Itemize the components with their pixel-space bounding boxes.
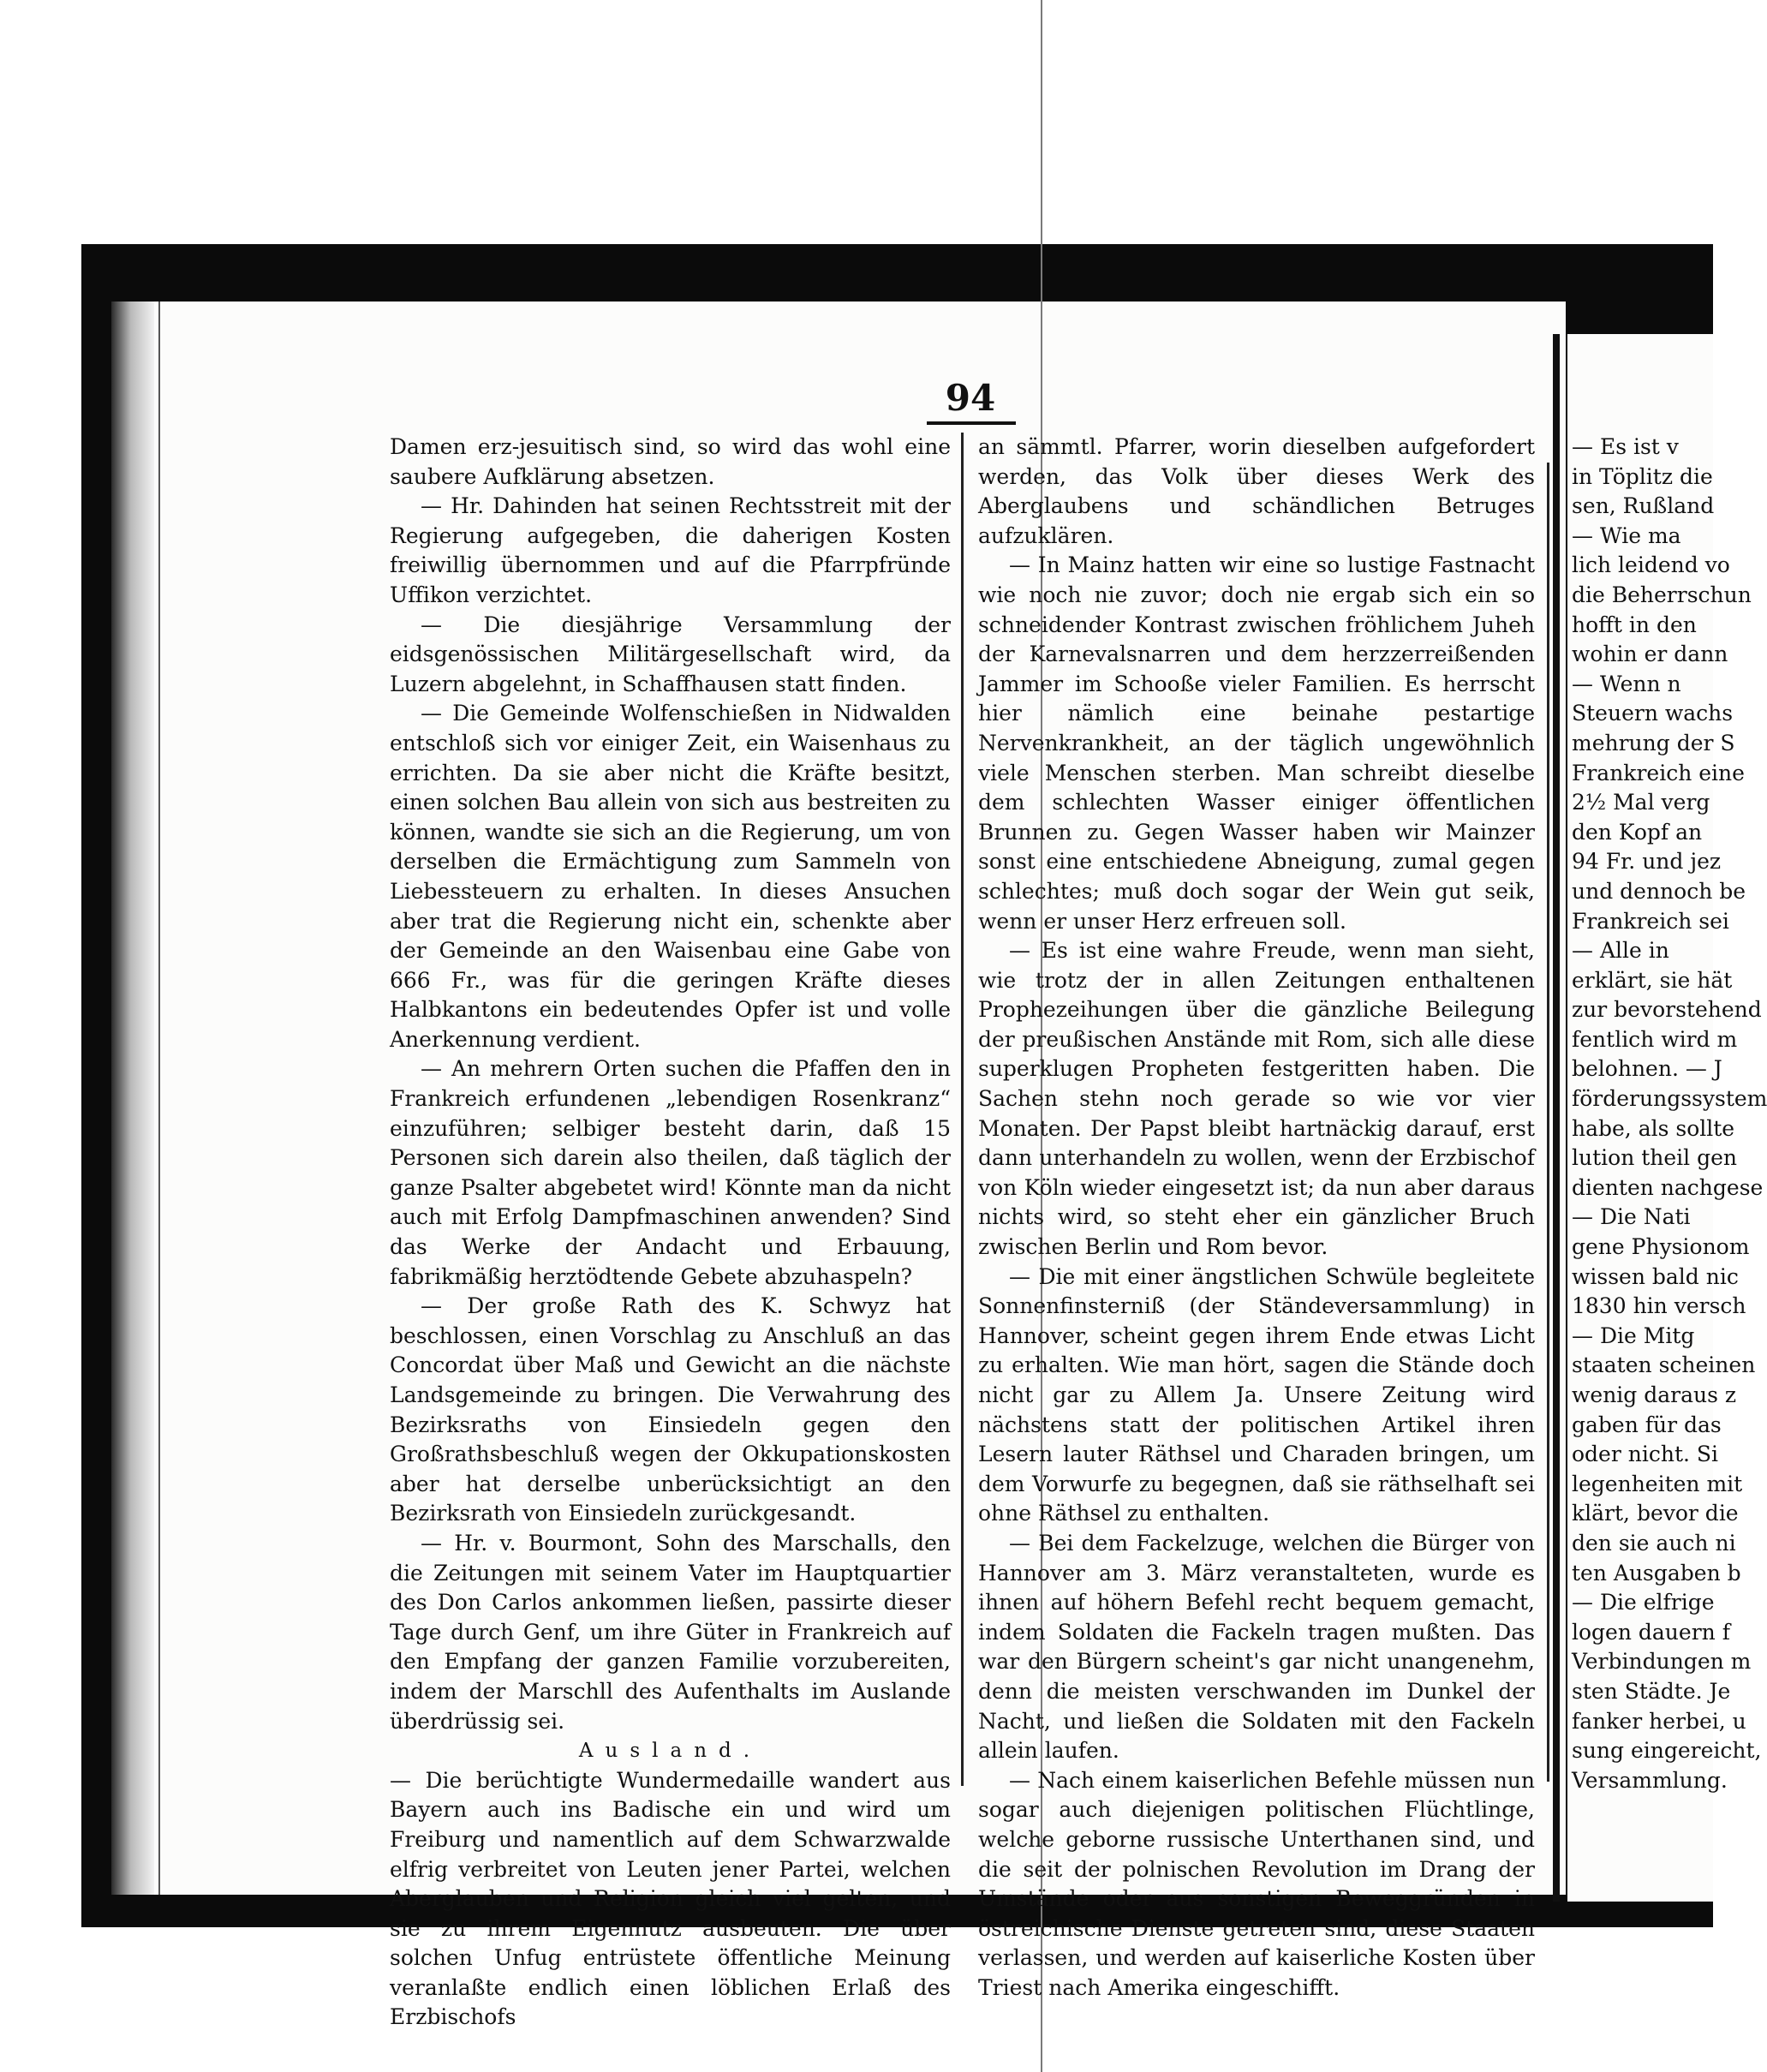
left-column xyxy=(390,433,951,2033)
text-line: sung eingereicht, xyxy=(1572,1738,1762,1764)
article-paragraph: Damen erz-jesuitisch sind, so wird das wohl eine saubere Aufklärung absetzen. xyxy=(390,434,951,489)
article-paragraph: — Die mit einer ängstlichen Schwüle begleitete Sonnenfinsterniß (der Ständeversammlung) in Hannover, scheint gegen ihrem Ende etwas Licht zu erhalten. Wie man hört, sagen die Stände doch nicht gar zu Allem Ja. Unsere Zeitung wird nächstens statt der politischen Artikel ihren Lesern lauter Räthsel und Charaden bringen, um dem Vorwurfe zu begegnen, daß sie räthselhaft sei ohne Räthsel zu enthalten. xyxy=(978,1263,1535,1526)
article-paragraph: — Nach einem kaiserlichen Befehle müssen nun sogar auch diejenigen politischen Flüchtlinge, welche geborne russische Unterthanen sind, und die seit der polnischen Revolution im Drang der Umstände oder aus sonstigen Beweggründen in östreichische Dienste getreten sind, diese Staaten verlassen, und werden auf kaiserliche Kosten über Triest nach Amerika eingeschifft. xyxy=(978,1767,1535,2000)
text-line: 94 Fr. und jez xyxy=(1572,849,1722,875)
text-line: gaben für das xyxy=(1572,1412,1722,1437)
text-line: und dennoch be xyxy=(1572,878,1746,904)
text-line: 1830 hin versch xyxy=(1572,1293,1746,1319)
right-column-fragment xyxy=(1572,433,1767,1795)
article-paragraph: — Bei dem Fackelzuge, welchen die Bürger von Hannover am 3. März veranstalteten, wurde es ihnen auf höhern Befehl recht bequem gemacht, indem Soldaten die Fackeln tragen mußten. Das war den Bürgern scheint's gar nicht unangenehm, denn die meisten verschwanden im Dunkel der Nacht, und ließen die Soldaten mit den Fackeln allein laufen. xyxy=(978,1530,1535,1764)
text-line: zur bevorstehend xyxy=(1572,997,1762,1023)
text-line: — Es ist v xyxy=(1572,434,1679,459)
text-line: Verbindungen m xyxy=(1572,1649,1752,1675)
text-line: — Alle in xyxy=(1572,938,1669,964)
article-paragraph: — Hr. v. Bourmont, Sohn des Marschalls, den die Zeitungen mit seinem Vater im Hauptquartier des Don Carlos ankommen ließen, passirte dieser Tage durch Genf, um ihre Güter in Frankreich auf den Empfang der ganzen Familie vorzubereiten, indem der Marschll des Aufenthalts im Auslande überdrüssig sei. xyxy=(390,1530,951,1734)
text-line: sten Städte. Je xyxy=(1572,1678,1731,1704)
article-paragraph: — Der große Rath des K. Schwyz hat beschlossen, einen Vorschlag zu Anschluß an das Concordat über Maß und Gewicht an die nächste Landsgemeinde zu bringen. Die Verwahrung des Bezirksraths von Einsiedeln gegen den Großrathsbeschluß wegen der Okkupationskosten aber hat derselbe unberücksichtigt an den Bezirksrath von Einsiedeln zurückgesandt. xyxy=(390,1293,951,1526)
text-line: erklärt, sie hät xyxy=(1572,967,1733,993)
text-line: — Wenn n xyxy=(1572,671,1681,696)
text-line: Frankreich eine xyxy=(1572,760,1745,785)
page-fold-shadow xyxy=(111,302,154,1895)
text-line: Steuern wachs xyxy=(1572,701,1734,726)
page-number-rule xyxy=(927,421,1016,425)
text-line: lution theil gen xyxy=(1572,1145,1738,1171)
text-line: — Die Nati xyxy=(1572,1204,1691,1230)
page-number: 94 xyxy=(945,377,996,419)
section-heading: Ausland. xyxy=(578,1740,762,1763)
text-line: in Töplitz die xyxy=(1572,463,1713,489)
middle-column xyxy=(978,433,1535,2003)
next-page-edge xyxy=(1553,334,1560,1902)
article-paragraph: — Die berüchtigte Wundermedaille wandert aus Bayern auch ins Badische ein und wird um Freiburg und namentlich auf dem Schwarzwalde elfrig verbreitet von Leuten jener Partei, welchen Aberglauben und Religion gleich viel gelten, und sie zu ihrem Eigennutz ausbeuten. Die über solchen Unfug entrüstete öffentliche Meinung veranlaßte endlich einen löblichen Erlaß des Erzbischofs xyxy=(390,1767,951,2030)
text-line: — Die elfrige xyxy=(1572,1590,1715,1615)
text-line: den Kopf an xyxy=(1572,819,1703,845)
article-paragraph: an sämmtl. Pfarrer, worin dieselben aufgefordert werden, das Volk über dieses Werk des Aberglaubens und schändlichen Betruges aufzuklären. xyxy=(978,434,1535,548)
text-line: den sie auch ni xyxy=(1572,1530,1736,1555)
text-line: 2½ Mal verg xyxy=(1572,790,1710,815)
text-line: fentlich wird m xyxy=(1572,1026,1738,1052)
article-paragraph: — Hr. Dahinden hat seinen Rechtsstreit mit der Regierung aufgegeben, die daherigen Kosten freiwillig übernommen und auf die Pfarrpfründe Uffikon verzichtet. xyxy=(390,493,951,607)
text-line: wenig daraus z xyxy=(1572,1382,1737,1407)
text-line: die Beherrschun xyxy=(1572,582,1752,607)
text-line: lich leidend vo xyxy=(1572,552,1730,578)
text-line: oder nicht. Si xyxy=(1572,1442,1719,1467)
text-line: klärt, bevor die xyxy=(1572,1501,1739,1526)
text-line: sen, Rußland xyxy=(1572,493,1715,519)
text-line: — Die Mitg xyxy=(1572,1323,1695,1348)
column-divider xyxy=(961,433,964,1786)
article-paragraph: — Die diesjährige Versammlung der eidsgenössischen Militärgesellschaft wird, da Luzern abgelehnt, in Schaffhausen statt finden. xyxy=(390,612,951,696)
text-line: gene Physionom xyxy=(1572,1234,1750,1260)
page-edge-line xyxy=(158,302,160,1895)
text-line: Frankreich sei xyxy=(1572,908,1729,934)
column-divider-right xyxy=(1547,463,1549,1782)
article-paragraph: — Die Gemeinde Wolfenschießen in Nidwalden entschloß sich vor einiger Zeit, ein Waisenhaus zu errichten. Da sie aber nicht die Kräfte besitzt, einen solchen Bau allein von sich aus bestreiten zu können, wandte sie sich an die Regierung, um von derselben die Ermächtigung zum Sammeln von Liebessteuern zu erhalten. In dieses Ansuchen aber trat die Regierung nicht ein, schenkte aber der Gemeinde an den Waisenbau eine Gabe von 666 Fr., was für die geringen Kräfte dieses Halbkantons ein bedeutendes Opfer ist und volle Anerkennung verdient. xyxy=(390,701,951,1052)
text-line: — Wie ma xyxy=(1572,522,1681,548)
text-line: wissen bald nic xyxy=(1572,1263,1739,1289)
article-paragraph: — An mehrern Orten suchen die Pfaffen den in Frankreich erfundenen „lebendigen Rosenkranz“ einzuführen; selbiger besteht darin, daß 15 Personen sich darein also theilen, daß täglich der ganze Psalter abgebetet wird! Könnte man da nicht auch mit Erfolg Dampfmaschinen anwenden? Sind das Werke der Andacht und Erbauung, fabrikmäßig herztödtende Gebete abzuhaspeln? xyxy=(390,1056,951,1289)
text-line: logen dauern f xyxy=(1572,1619,1730,1645)
text-line: mehrung der S xyxy=(1572,730,1735,755)
text-line: hofft in den xyxy=(1572,612,1697,637)
text-line: wohin er dann xyxy=(1572,642,1728,667)
text-line: fanker herbei, u xyxy=(1572,1708,1746,1734)
text-line: legenheiten mit xyxy=(1572,1471,1743,1496)
article-paragraph: — In Mainz hatten wir eine so lustige Fastnacht wie noch nie zuvor; doch nie ergab sich ein so schneidender Kontrast zwischen fröhlichem Juheh der Karnevalsnarren und dem herzzerreißenden Jammer im Schooße vieler Familien. Es herrscht hier nämlich eine beinahe pestartige Nervenkrankheit, an der täglich ungewöhnlich viele Menschen sterben. Man schreibt dieselbe dem schlechten Wasser einiger öffentlichen Brunnen zu. Gegen Wasser haben wir Mainzer sonst eine entschiedene Abneigung, zumal gegen schlechtes; muß doch sogar der Wein gut seik, wenn er unser Herz erfreuen soll. xyxy=(978,552,1535,934)
text-line: Versammlung. xyxy=(1572,1767,1728,1793)
text-line: dienten nachgese xyxy=(1572,1174,1764,1200)
text-line: staaten scheinen xyxy=(1572,1352,1756,1378)
text-line: belohnen. — J xyxy=(1572,1056,1722,1082)
article-paragraph: — Es ist eine wahre Freude, wenn man sieht, wie trotz der in allen Zeitungen enthaltenen Prophezeihungen über die gänzliche Beilegung der preußischen Anstände mit Rom, sich alle diese superklugen Propheten festgeritten haben. Die Sachen stehn noch gerade so wie vor vier Monaten. Der Papst bleibt hartnäckig darauf, erst dann unterhandeln zu wollen, wenn der Erzbischof von Köln wieder eingesetzt ist; da nun aber daraus nichts wird, so steht eher ein gänzlicher Bruch zwischen Berlin und Rom bevor. xyxy=(978,938,1535,1260)
text-line: förderungssystem xyxy=(1572,1086,1767,1112)
text-line: ten Ausgaben b xyxy=(1572,1560,1741,1585)
text-line: habe, als sollte xyxy=(1572,1115,1735,1141)
